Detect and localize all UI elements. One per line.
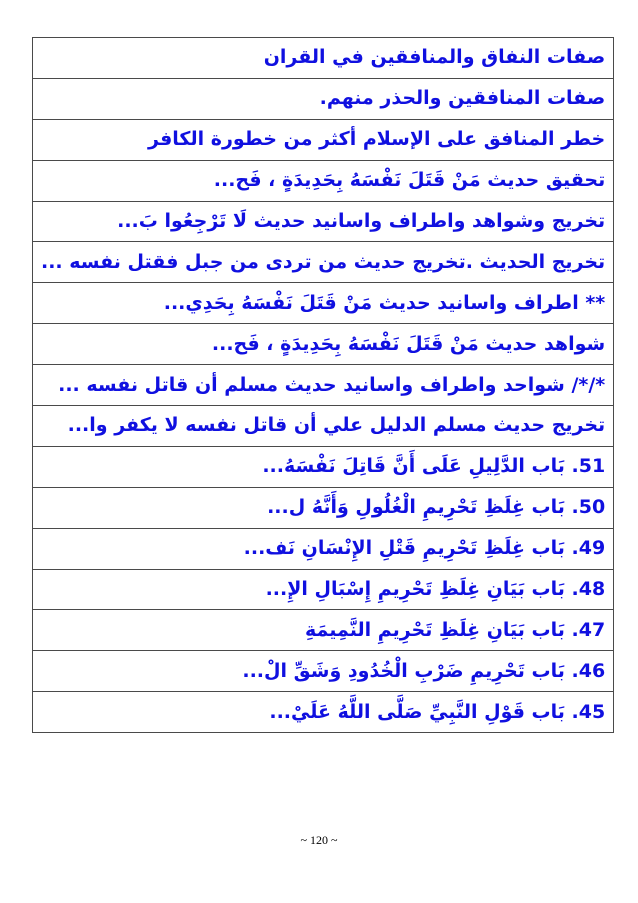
- table-row: [33, 692, 614, 733]
- page-number: ~ 120 ~: [300, 833, 338, 847]
- toc-entry: ** اطراف واسانيد حديث مَنْ قَتَلَ نَفْسَهُ بِحَدِي...: [33, 283, 614, 324]
- toc-entry: 48. بَاب بَيَانِ غِلَظِ تَحْرِيمِ إِسْبَالِ الإِ...: [33, 569, 614, 610]
- table-row: [33, 651, 614, 692]
- toc-entry: شواهد حديث مَنْ قَتَلَ نَفْسَهُ بِحَدِيدَةٍ ، فَح...: [33, 324, 614, 365]
- table-row: [33, 283, 614, 324]
- toc-entry: 49. بَاب غِلَظِ تَحْرِيمِ قَتْلِ الإِنْسَانِ نَف...: [33, 528, 614, 569]
- toc-entry: 45. بَاب قَوْلِ النَّبِيِّ صَلَّى اللَّهُ عَلَيْ...: [33, 692, 614, 733]
- table-row: [33, 201, 614, 242]
- toc-entry: تحقيق حديث مَنْ قَتَلَ نَفْسَهُ بِحَدِيدَةٍ ، فَح...: [33, 160, 614, 201]
- table-row: [33, 528, 614, 569]
- toc-entry: صفات النفاق والمنافقين في القران: [33, 38, 614, 79]
- toc-entry: تخريج حديث مسلم الدليل علي أن قاتل نفسه لا يكفر وا...: [33, 406, 614, 447]
- table-row: [33, 610, 614, 651]
- toc-entry: 46. بَاب تَحْرِيمِ ضَرْبِ الْخُدُودِ وَشَقِّ الْ...: [33, 651, 614, 692]
- table-row: [33, 406, 614, 447]
- toc-entry: 50. بَاب غِلَظِ تَحْرِيمِ الْغُلُولِ وَأَنَّهُ ل...: [33, 487, 614, 528]
- table-row: [33, 38, 614, 79]
- toc-entry: تخريج وشواهد واطراف واسانيد حديث لَا تَرْجِعُوا بَ...: [33, 201, 614, 242]
- toc-entry: تخريج الحديث .تخريج حديث من تردى من جبل فقتل نفسه ...: [33, 242, 614, 283]
- table-row: [33, 78, 614, 119]
- toc-entry: خطر المنافق على الإسلام أكثر من خطورة الكافر: [33, 119, 614, 160]
- table-row: [33, 446, 614, 487]
- toc-entry: صفات المنافقين والحذر منهم.: [33, 78, 614, 119]
- table-row: [33, 324, 614, 365]
- table-row: [33, 569, 614, 610]
- toc-entry: */*/ شواحد واطراف واسانيد حديث مسلم أن قاتل نفسه ...: [33, 365, 614, 406]
- table-row: [33, 119, 614, 160]
- table-row: [33, 365, 614, 406]
- table-row: [33, 487, 614, 528]
- toc-table: [32, 37, 614, 733]
- table-row: [33, 160, 614, 201]
- table-row: [33, 242, 614, 283]
- toc-entry: 51. بَاب الدَّلِيلِ عَلَى أَنَّ قَاتِلَ نَفْسَهُ...: [33, 446, 614, 487]
- toc-entry: 47. بَاب بَيَانِ غِلَظِ تَحْرِيمِ النَّمِيمَةِ: [33, 610, 614, 651]
